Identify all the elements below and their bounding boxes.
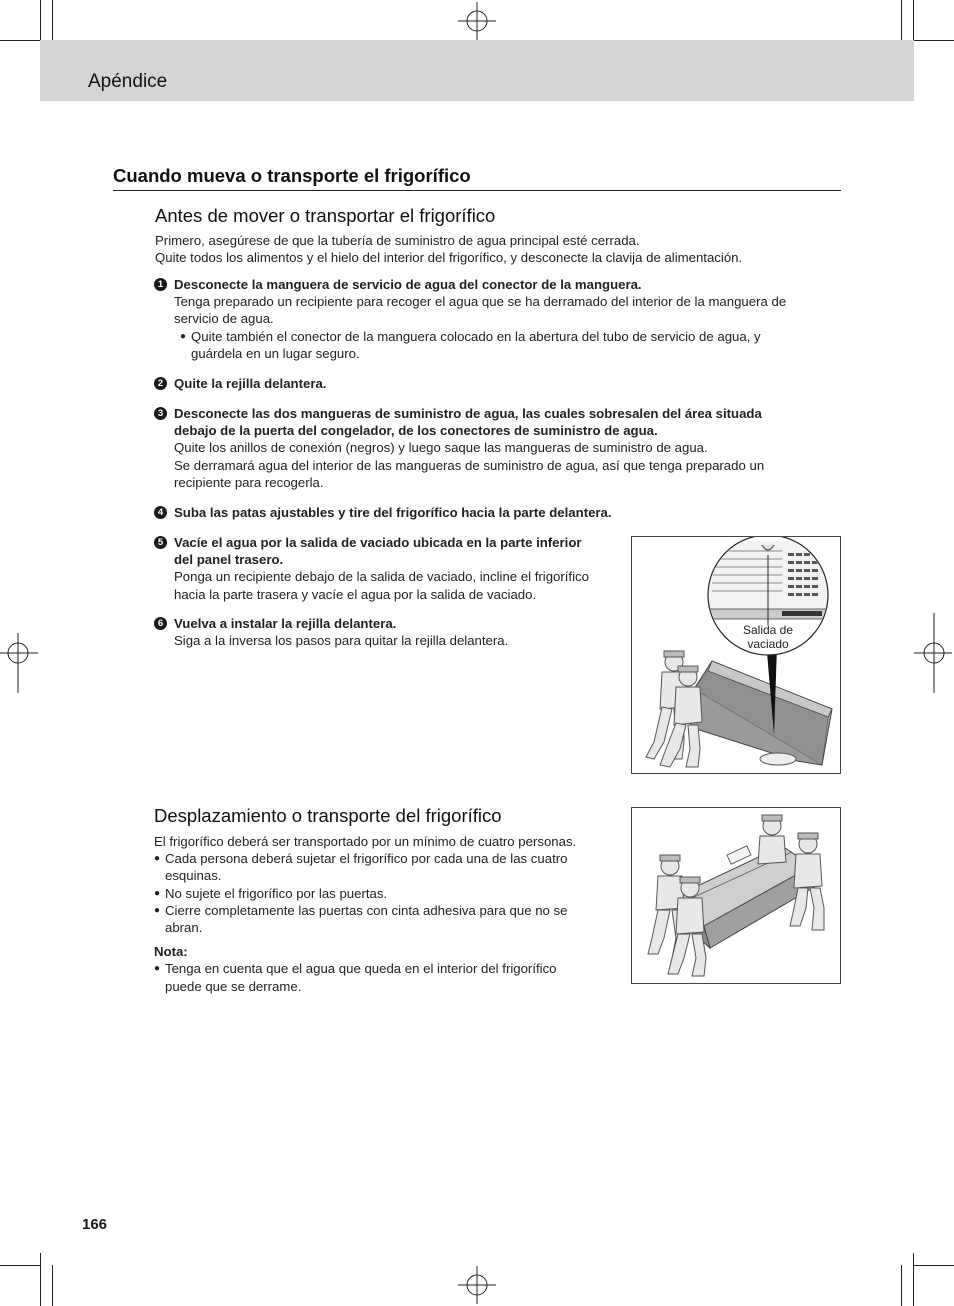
- bullet-text: ● Cada persona deberá sujetar el frigorífico por cada una de las cuatro: [165, 851, 568, 867]
- step-number: 4: [154, 506, 167, 519]
- step-text: Ponga un recipiente debajo de la salida de vaciado, incline el frigorífico: [174, 569, 589, 585]
- step-title: Quite la rejilla delantera.: [174, 376, 327, 391]
- crop-mark: [901, 0, 902, 40]
- transport-bullet: [154, 885, 619, 902]
- step-text: recipiente para recogerla.: [174, 474, 324, 490]
- step-title: Desconecte las dos mangueras de suministro de agua, las cuales sobresalen del área situada: [174, 406, 762, 421]
- step-title: debajo de la puerta del congelador, de los conectores de suministro de agua.: [174, 423, 658, 439]
- crop-mark: [914, 1265, 954, 1266]
- step-number: 2: [154, 377, 167, 390]
- before-moving-intro: [155, 232, 742, 266]
- tilting-fridge-illustration: [632, 537, 840, 773]
- bullet-text: esquinas.: [165, 868, 222, 884]
- step-number: 3: [154, 407, 167, 420]
- note-label: Nota:: [154, 944, 188, 960]
- step-text: Tenga preparado un recipiente para recoger el agua que se ha derramado del interior de la manguera de: [174, 294, 787, 310]
- before-moving-heading: Antes de mover o transportar el frigorífico: [155, 205, 496, 226]
- chapter-title: Apéndice: [88, 71, 168, 92]
- drain-outlet-label: [716, 623, 820, 651]
- registration-mark-top: [458, 2, 496, 40]
- section-title: Cuando mueva o transporte el frigorífico: [113, 165, 471, 186]
- bullet-text: guárdela en un lugar seguro.: [191, 345, 360, 361]
- crop-mark: [901, 1265, 902, 1306]
- transport-intro: El frigorífico deberá ser transportado por un mínimo de cuatro personas.: [154, 834, 577, 849]
- label-line: vaciado: [747, 637, 789, 651]
- transport-body: [154, 833, 619, 995]
- bullet-text: abran.: [165, 920, 203, 936]
- chapter-header: [40, 40, 914, 101]
- step-title: del panel trasero.: [174, 552, 284, 568]
- step-title: Vacíe el agua por la salida de vaciado ubicada en la parte inferior: [174, 535, 582, 550]
- label-line: Salida de: [742, 623, 794, 637]
- four-person-carry-figure: [631, 807, 841, 984]
- step-number: 6: [154, 617, 167, 630]
- section-divider: [113, 190, 841, 191]
- bullet-text: ● Cierre completamente las puertas con cinta adhesiva para que no se: [165, 902, 568, 918]
- crop-mark: [914, 40, 954, 41]
- step-text: Se derramará agua del interior de las mangueras de suministro de agua, así que tenga preparado un: [174, 457, 765, 473]
- intro-line: Quite todos los alimentos y el hielo del interior del frigorífico, y desconecte la clavija de alimentación.: [155, 250, 743, 266]
- registration-mark-bottom: [458, 1266, 496, 1304]
- step-title: Vuelva a instalar la rejilla delantera.: [174, 616, 397, 631]
- step-title: Suba las patas ajustables y tire del frigorífico hacia la parte delantera.: [174, 505, 612, 520]
- step-text: Quite los anillos de conexión (negros) y luego saque las mangueras de suministro de agua.: [174, 440, 708, 456]
- crop-mark: [913, 1253, 914, 1306]
- registration-mark-left: [0, 633, 38, 693]
- crop-mark: [0, 40, 40, 41]
- step-text: servicio de agua.: [174, 311, 274, 327]
- transport-bullet: [154, 902, 619, 936]
- note-bullet: [154, 960, 619, 994]
- step-title: Desconecte la manguera de servicio de agua del conector de la manguera.: [174, 277, 642, 292]
- transport-heading: Desplazamiento o transporte del frigorífico: [154, 805, 502, 826]
- drain-outlet-figure: [631, 536, 841, 774]
- crop-mark: [52, 0, 53, 40]
- four-person-carry-illustration: [632, 808, 840, 983]
- registration-mark-right: [914, 613, 952, 693]
- crop-mark: [40, 1253, 41, 1306]
- transport-bullet: [154, 850, 619, 884]
- step-number: 5: [154, 536, 167, 549]
- crop-mark: [52, 1265, 53, 1306]
- page-number: 166: [82, 1216, 108, 1233]
- bullet-text: ● No sujete el frigorífico por las puertas.: [165, 885, 388, 901]
- step-text: hacia la parte trasera y vacíe el agua por la salida de vaciado.: [174, 586, 537, 602]
- intro-line: Primero, asegúrese de que la tubería de suministro de agua principal esté cerrada.: [155, 233, 640, 248]
- bullet-text: puede que se derrame.: [165, 978, 302, 994]
- step-number: 1: [154, 278, 167, 291]
- bullet-text: ● Quite también el conector de la manguera colocado en la abertura del tubo de servicio de agua, y: [191, 328, 761, 344]
- step-text: Siga a la inversa los pasos para quitar la rejilla delantera.: [174, 633, 509, 649]
- bullet-text: ● Tenga en cuenta que el agua que queda en el interior del frigorífico: [165, 961, 557, 977]
- step-bullet: [180, 328, 844, 362]
- crop-mark: [0, 1265, 40, 1266]
